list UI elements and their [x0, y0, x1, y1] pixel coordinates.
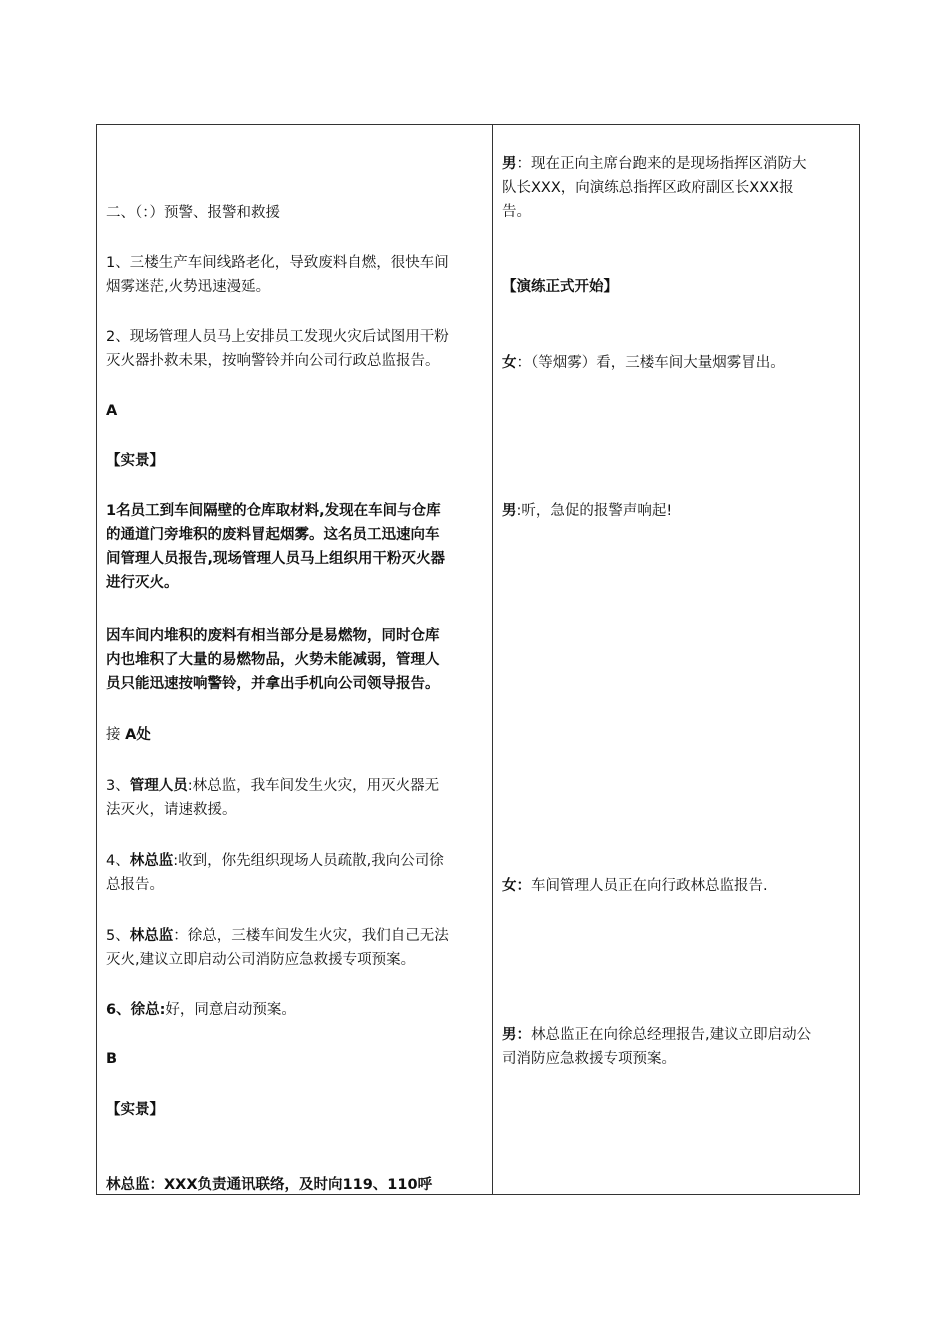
item-5-line-2: 灭火,建议立即启动公司消防应急救援专项预案。	[106, 952, 416, 968]
right-5-speaker: 男：	[502, 1027, 531, 1043]
column-divider	[492, 125, 493, 1194]
right-5-line-1	[502, 1023, 811, 1047]
item-6-text: 好，同意启动预案。	[165, 1002, 296, 1018]
paragraph-2-line-1: 2、现场管理人员马上安排员工发现火灾后试图用干粉	[106, 329, 449, 345]
bold-paragraph-2-line-1: 因车间内堆积的废料有相当部分是易燃物，同时仓库	[106, 628, 440, 644]
right-1-line-1	[502, 152, 807, 176]
item-4-text: :收到，你先组织现场人员疏散,我向公司徐	[173, 853, 444, 869]
right-2-text: ：（等烟雾）看，三楼车间大量烟雾冒出。	[516, 355, 785, 371]
marker-b: B	[106, 1051, 118, 1067]
jie-a-line	[106, 723, 151, 747]
item-5-speaker: 林总监	[129, 928, 174, 944]
last-line: 林总监：XXX负责通讯联络，及时向119、110呼	[106, 1177, 433, 1193]
right-5-line-2: 司消防应急救援专项预案。	[502, 1051, 676, 1067]
item-3-line-1	[106, 774, 439, 798]
bold-paragraph-1-line-4: 进行灭火。	[106, 575, 179, 591]
bold-paragraph-1-line-3: 间管理人员报告,现场管理人员马上组织用干粉灭火器	[106, 551, 446, 567]
scene-label-2: 【实景】	[106, 1102, 164, 1118]
item-3-line-2: 法灭火，请速救援。	[106, 802, 237, 818]
item-5-line-1	[106, 924, 449, 948]
right-3-speaker: 男	[502, 503, 517, 519]
scene-label-1: 【实景】	[106, 453, 164, 469]
section-title: 二、（：）预警、报警和救援	[106, 205, 280, 221]
jie-a-bold: A处	[125, 727, 151, 743]
item-4-number: 4、	[106, 853, 130, 869]
right-4-speaker: 女：	[502, 878, 531, 894]
item-5-text: ：徐总，三楼车间发生火灾，我们自己无法	[173, 928, 449, 944]
item-5-number: 5、	[106, 928, 130, 944]
bold-paragraph-1-line-1: 1名员工到车间隔壁的仓库取材料,发现在车间与仓库	[106, 503, 441, 519]
paragraph-1-line-2: 烟雾迷茫,火势迅速漫延。	[106, 279, 271, 295]
right-2-speaker: 女	[502, 355, 517, 371]
right-1-line-3: 告。	[502, 204, 531, 220]
right-1-line-2: 队长XXX，向演练总指挥区政府副区长XXX报	[502, 180, 794, 196]
item-6-prefix: 6、徐总:	[106, 1002, 166, 1018]
item-3-speaker: 管理人员	[129, 778, 188, 794]
item-4-line-1	[106, 849, 444, 873]
item-3-text: :林总监，我车间发生火灾，用灭火器无	[187, 778, 440, 794]
marker-a: A	[106, 403, 118, 419]
bold-paragraph-2-line-3: 员只能迅速按响警铃，并拿出手机向公司领导报告。	[106, 676, 440, 692]
item-6-line	[106, 998, 296, 1022]
item-3-number: 3、	[106, 778, 130, 794]
document-table	[96, 124, 860, 1195]
right-1-speaker: 男	[502, 156, 517, 172]
right-4-text: 车间管理人员正在向行政林总监报告.	[531, 878, 768, 894]
item-4-line-2: 总报告。	[106, 877, 164, 893]
right-2-line	[502, 351, 785, 375]
right-5-text: 林总监正在向徐总经理报告,建议立即启动公	[531, 1027, 812, 1043]
right-4-line	[502, 874, 768, 898]
bold-paragraph-2-line-2: 内也堆积了大量的易燃物品，火势未能减弱，管理人	[106, 652, 440, 668]
drill-start-label: 【演练正式开始】	[502, 279, 618, 295]
right-3-line	[502, 499, 672, 523]
right-1-text: ：现在正向主席台跑来的是现场指挥区消防大	[516, 156, 807, 172]
paragraph-1-line-1: 1、三楼生产车间线路老化，导致废料自燃，很快车间	[106, 255, 449, 271]
right-3-text: :听，急促的报警声响起!	[516, 503, 673, 519]
jie-text: 接	[106, 727, 121, 743]
item-4-speaker: 林总监	[129, 853, 174, 869]
bold-paragraph-1-line-2: 的通道门旁堆积的废料冒起烟雾。这名员工迅速向车	[106, 527, 440, 543]
paragraph-2-line-2: 灭火器扑救未果，按响警铃并向公司行政总监报告。	[106, 353, 440, 369]
